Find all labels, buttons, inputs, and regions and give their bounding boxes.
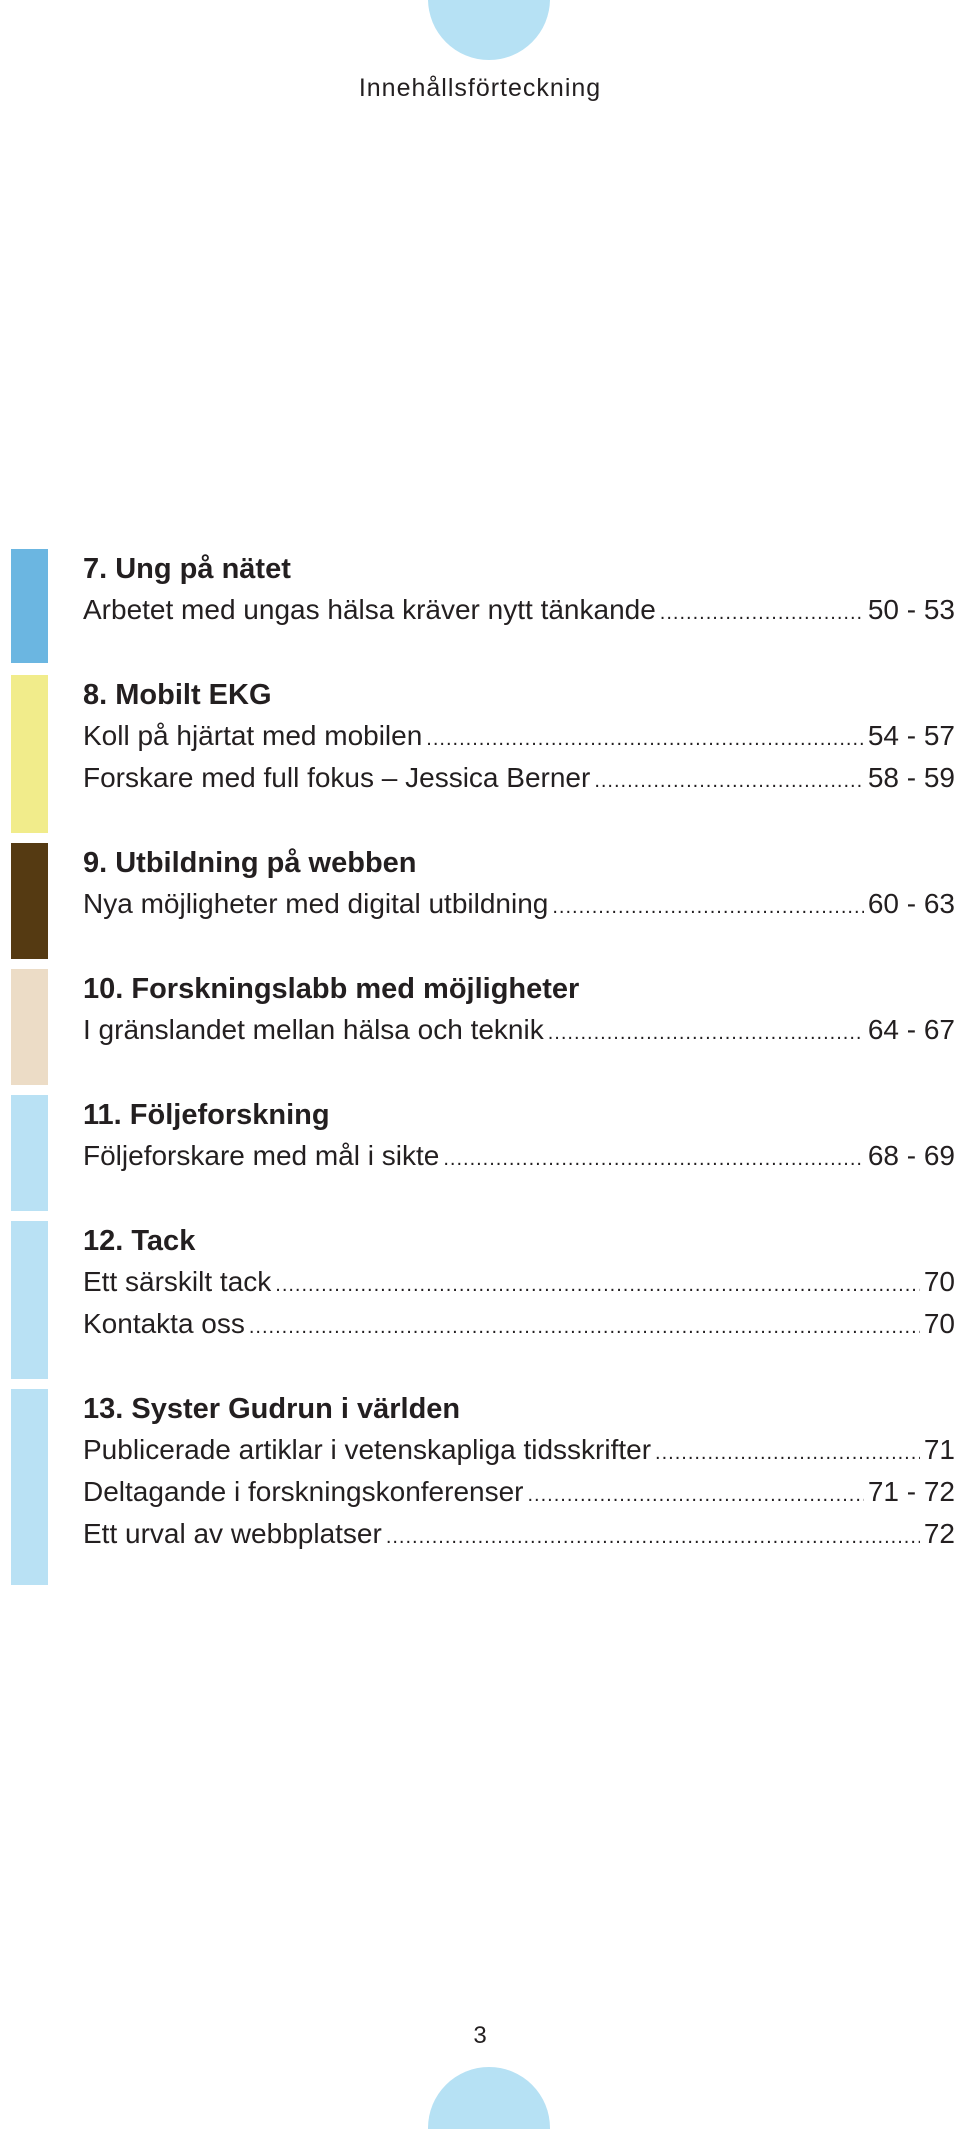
toc-section: [0, 1389, 960, 1599]
section-title: 13. Syster Gudrun i världen: [83, 1393, 461, 1425]
dot-leader: [527, 1474, 863, 1516]
toc-section: [0, 843, 960, 969]
section-title: 12. Tack: [83, 1225, 196, 1257]
page-number: 3: [473, 2022, 487, 2049]
entry-text: Arbetet med ungas hälsa kräver nytt tänkande: [83, 594, 656, 625]
top-tab-decoration: [428, 0, 550, 60]
entry-pages: 68 - 69: [867, 1140, 955, 1171]
dot-leader: [655, 1432, 920, 1474]
toc-section: [0, 1221, 960, 1389]
dot-leader: [443, 1138, 863, 1180]
dot-leader: [548, 1012, 864, 1054]
toc-entry: [83, 715, 955, 757]
toc-entry: [83, 1429, 955, 1471]
toc-entry: [83, 1513, 955, 1555]
entry-pages: 72: [923, 1518, 955, 1549]
toc-section: [0, 1095, 960, 1221]
entry-pages: 50 - 53: [867, 594, 955, 625]
section-title: 8. Mobilt EKG: [83, 679, 272, 711]
section-color-bar: [11, 675, 48, 833]
toc-entry: [83, 883, 955, 925]
entry-pages: 71: [923, 1434, 955, 1465]
dot-leader: [552, 886, 863, 928]
toc-entry: [83, 589, 955, 631]
toc-section: [0, 969, 960, 1095]
entry-text: Publicerade artiklar i vetenskapliga tidsskrifter: [83, 1434, 652, 1465]
entry-text: Nya möjligheter med digital utbildning: [83, 888, 549, 919]
entry-text: Koll på hjärtat med mobilen: [83, 720, 423, 751]
entry-pages: 58 - 59: [867, 762, 955, 793]
section-color-bar: [11, 843, 48, 959]
toc-entry: [83, 1009, 955, 1051]
toc-section: [0, 675, 960, 843]
toc-entry: [83, 1135, 955, 1177]
entry-pages: 54 - 57: [867, 720, 955, 751]
section-title: 7. Ung på nätet: [83, 553, 291, 585]
entry-pages: 70: [923, 1266, 955, 1297]
entry-text: Följeforskare med mål i sikte: [83, 1140, 440, 1171]
section-color-bar: [11, 549, 48, 663]
toc-sections: [0, 549, 960, 1599]
entry-pages: 70: [923, 1308, 955, 1339]
entry-text: Deltagande i forskningskonferenser: [83, 1476, 524, 1507]
toc-section: [0, 549, 960, 675]
dot-leader: [660, 592, 864, 634]
entry-pages: 64 - 67: [867, 1014, 955, 1045]
entry-pages: 71 - 72: [867, 1476, 955, 1507]
dot-leader: [386, 1516, 920, 1558]
dot-leader: [594, 760, 864, 802]
page-header: Innehållsförteckning: [358, 74, 602, 102]
section-title: 10. Forskningslabb med möjligheter: [83, 973, 580, 1005]
entry-text: Ett urval av webbplatser: [83, 1518, 382, 1549]
toc-entry: [83, 1261, 955, 1303]
toc-entry: [83, 757, 955, 799]
section-color-bar: [11, 1389, 48, 1585]
entry-pages: 60 - 63: [867, 888, 955, 919]
toc-entry: [83, 1303, 955, 1345]
entry-text: Kontakta oss: [83, 1308, 245, 1339]
section-title: 9. Utbildning på webben: [83, 847, 417, 879]
dot-leader: [426, 718, 864, 760]
bottom-tab-decoration: [428, 2067, 550, 2129]
entry-text: Forskare med full fokus – Jessica Berner: [83, 762, 591, 793]
toc-entry: [83, 1471, 955, 1513]
dot-leader: [275, 1264, 920, 1306]
section-color-bar: [11, 1221, 48, 1379]
section-title: 11. Följeforskning: [83, 1099, 330, 1131]
section-color-bar: [11, 1095, 48, 1211]
section-color-bar: [11, 969, 48, 1085]
entry-text: Ett särskilt tack: [83, 1266, 272, 1297]
dot-leader: [249, 1306, 920, 1348]
entry-text: I gränslandet mellan hälsa och teknik: [83, 1014, 544, 1045]
